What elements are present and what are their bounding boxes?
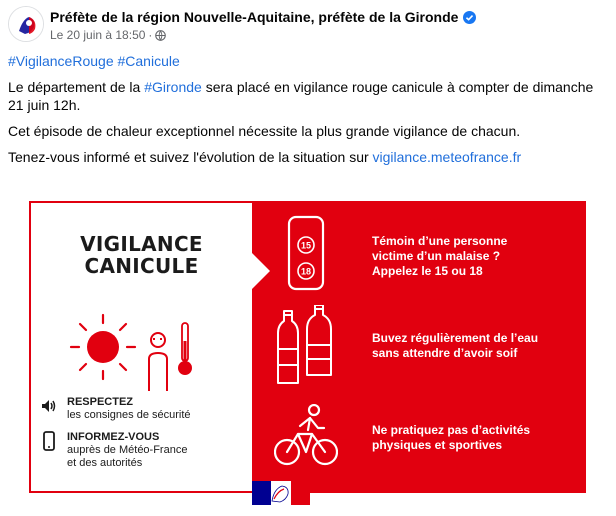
- republique-francaise-logo-icon: [252, 481, 310, 505]
- paragraph-1: [8, 78, 608, 114]
- hashtags: [8, 52, 608, 70]
- author-name-text[interactable]: Préfète de la région Nouvelle-Aquitaine, préfète de la Gironde: [50, 9, 459, 25]
- card-title: [31, 233, 252, 277]
- advice1-l1: Témoin d’une personne: [372, 234, 508, 248]
- advice3-l2: physiques et sportives: [372, 438, 503, 452]
- instr2-line2: auprès de Météo-France: [67, 444, 188, 456]
- instr1-text: les consignes de sécurité: [67, 409, 191, 421]
- advice-sport: [372, 423, 577, 453]
- instr2-line3: et des autorités: [67, 457, 143, 469]
- post-timestamp[interactable]: Le 20 juin à 18:50: [50, 28, 146, 42]
- post-header: [0, 0, 616, 48]
- post-meta: [50, 28, 166, 42]
- p1-before: Le département de la: [8, 79, 145, 95]
- meteofrance-link[interactable]: vigilance.meteofrance.fr: [372, 149, 522, 165]
- post-body: [8, 52, 608, 174]
- phone-emergency-icon: [284, 215, 328, 291]
- marianne-logo-icon: [9, 7, 44, 42]
- card-left-panel: [31, 203, 252, 491]
- panel-arrow: [252, 253, 270, 289]
- advice1-l2: victime d’un malaise ?: [372, 249, 501, 263]
- instr1-bold: RESPECTEZ: [67, 396, 134, 408]
- paragraph-3: [8, 148, 608, 166]
- hashtag-links[interactable]: #VigilanceRouge #Canicule: [8, 53, 180, 69]
- water-bottles-icon: [272, 305, 340, 387]
- meta-separator: ·: [148, 28, 153, 42]
- speaker-icon: [41, 396, 57, 416]
- globe-icon[interactable]: [155, 30, 166, 41]
- advice1-l3: Appelez le 15 ou 18: [372, 264, 483, 278]
- phone-number-15: 15: [300, 240, 312, 251]
- author-name[interactable]: [50, 9, 476, 25]
- advice3-l1: Ne pratiquez pas d’activités: [372, 423, 531, 437]
- paragraph-2: Cet épisode de chaleur exceptionnel nécessite la plus grande vigilance de chacun.: [8, 123, 521, 139]
- p1-after: sera placé en vigilance rouge canicule à compter de dimanche 21 juin 12h.: [8, 79, 594, 113]
- advice-malaise: [372, 234, 577, 279]
- title-line2: CANICULE: [84, 254, 199, 278]
- hashtag-gironde[interactable]: #Gironde: [144, 79, 202, 95]
- title-line1: VIGILANCE: [80, 232, 203, 256]
- instr2-bold: INFORMEZ-VOUS: [67, 431, 160, 443]
- advice2-l1: Buvez régulièrement de l’eau: [372, 331, 539, 345]
- phone-number-18: 18: [300, 266, 312, 277]
- cyclist-icon: [274, 404, 338, 468]
- p3-before: Tenez-vous informé et suivez l'évolution de la situation sur: [8, 149, 373, 165]
- verified-badge-icon: [463, 11, 476, 24]
- sun-person-thermometer-icon: [69, 313, 219, 393]
- vigilance-card: [29, 201, 586, 493]
- post-image[interactable]: [0, 180, 616, 516]
- author-avatar[interactable]: [8, 6, 44, 42]
- advice-water: [372, 331, 577, 361]
- smartphone-icon: [41, 431, 57, 451]
- advice2-l2: sans attendre d’avoir soif: [372, 346, 518, 360]
